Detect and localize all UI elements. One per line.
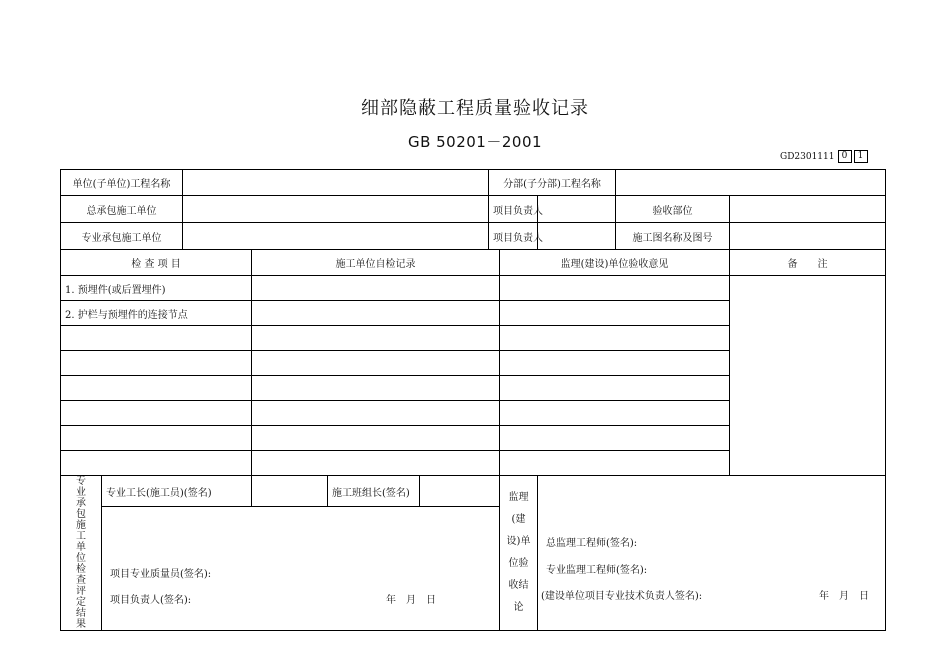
general-contractor-label: 总承包施工单位 [61,196,183,223]
inspection-header-row [61,250,886,276]
quality-inspector-signature-label: 项目专业质量员(签名): [110,569,212,580]
inspection-items-header: 检 查 项 目 [61,250,252,276]
inspection-item[interactable] [61,401,252,426]
contractor-evaluation-area[interactable] [102,507,500,631]
self-check-cell[interactable] [252,326,500,351]
inspection-item[interactable] [61,376,252,401]
specialty-engineer-signature-label: 专业监理工程师(签名): [546,565,648,576]
supervision-conclusion-text: 监理(建设)单位验收结论 [506,492,531,613]
team-leader-signature-field[interactable] [420,476,500,507]
form-code-box-2[interactable]: 1 [854,150,868,163]
supervision-opinion-cell[interactable] [500,401,730,426]
inspection-item[interactable] [61,351,252,376]
inspection-item[interactable] [61,451,252,476]
specialty-contractor-label: 专业承包施工单位 [61,223,183,250]
remarks-header: 备 注 [730,250,886,276]
acceptance-form [60,169,886,631]
page-title: 细部隐蔽工程质量验收记录 [361,98,589,119]
inspection-item: 1. 预埋件(或后置埋件) [61,276,252,301]
sub-project-field[interactable] [616,170,886,196]
contractor-evaluation-text: 专业承包施工单位检查评定结果 [76,476,86,630]
self-check-cell[interactable] [252,401,500,426]
self-check-cell[interactable] [252,351,500,376]
supervision-opinion-cell[interactable] [500,451,730,476]
supervision-opinion-cell[interactable] [500,301,730,326]
self-check-header: 施工单位自检记录 [252,250,500,276]
project-manager-field-2[interactable] [538,223,616,250]
supervision-conclusion-label [500,476,538,631]
inspection-item: 2. 护栏与预埋件的连接节点 [61,301,252,326]
self-check-cell[interactable] [252,426,500,451]
inspection-item[interactable] [61,326,252,351]
table-row [61,276,886,301]
self-check-cell[interactable] [252,276,500,301]
form-code [780,150,868,163]
sub-project-label: 分部(子分部)工程名称 [489,170,616,196]
general-contractor-field[interactable] [183,196,489,223]
inspection-item[interactable] [61,426,252,451]
info-row-1 [61,170,886,196]
supervision-opinion-cell[interactable] [500,276,730,301]
self-check-cell[interactable] [252,301,500,326]
project-manager-label-2: 项目负责人 [489,223,538,250]
supervision-opinion-header: 监理(建设)单位验收意见 [500,250,730,276]
contractor-date-label: 年 月 日 [386,595,436,606]
owner-rep-signature-label: (建设单位项目专业技术负责人签名): [541,591,703,602]
team-leader-signature-label: 施工班组长(签名) [328,476,420,507]
self-check-cell[interactable] [252,451,500,476]
form-code-box-1[interactable]: 0 [838,150,852,163]
form-code-text: GD2301111 [780,151,835,162]
project-manager-field-1[interactable] [538,196,616,223]
evaluation-row-1 [61,476,886,507]
standard-number: GB 50201－2001 [407,133,543,151]
foreman-signature-field[interactable] [252,476,328,507]
unit-project-label: 单位(子单位)工程名称 [61,170,183,196]
supervision-date-label: 年 月 日 [819,591,870,602]
foreman-signature-label: 专业工长(施工员)(签名) [102,476,252,507]
supervision-opinion-cell[interactable] [500,426,730,451]
acceptance-part-field[interactable] [730,196,886,223]
specialty-contractor-field[interactable] [183,223,489,250]
project-manager-label-1: 项目负责人 [489,196,538,223]
unit-project-field[interactable] [183,170,489,196]
drawing-field[interactable] [730,223,886,250]
chief-engineer-signature-label: 总监理工程师(签名): [546,538,638,549]
project-manager-signature-label: 项目负责人(签名): [110,595,192,606]
drawing-label: 施工图名称及图号 [616,223,730,250]
info-row-3 [61,223,886,250]
info-row-2 [61,196,886,223]
supervision-opinion-cell[interactable] [500,351,730,376]
supervision-opinion-cell[interactable] [500,326,730,351]
contractor-evaluation-label [61,476,102,631]
supervision-conclusion-area[interactable] [538,476,886,631]
self-check-cell[interactable] [252,376,500,401]
remarks-cell[interactable] [730,276,886,476]
acceptance-part-label: 验收部位 [616,196,730,223]
supervision-opinion-cell[interactable] [500,376,730,401]
